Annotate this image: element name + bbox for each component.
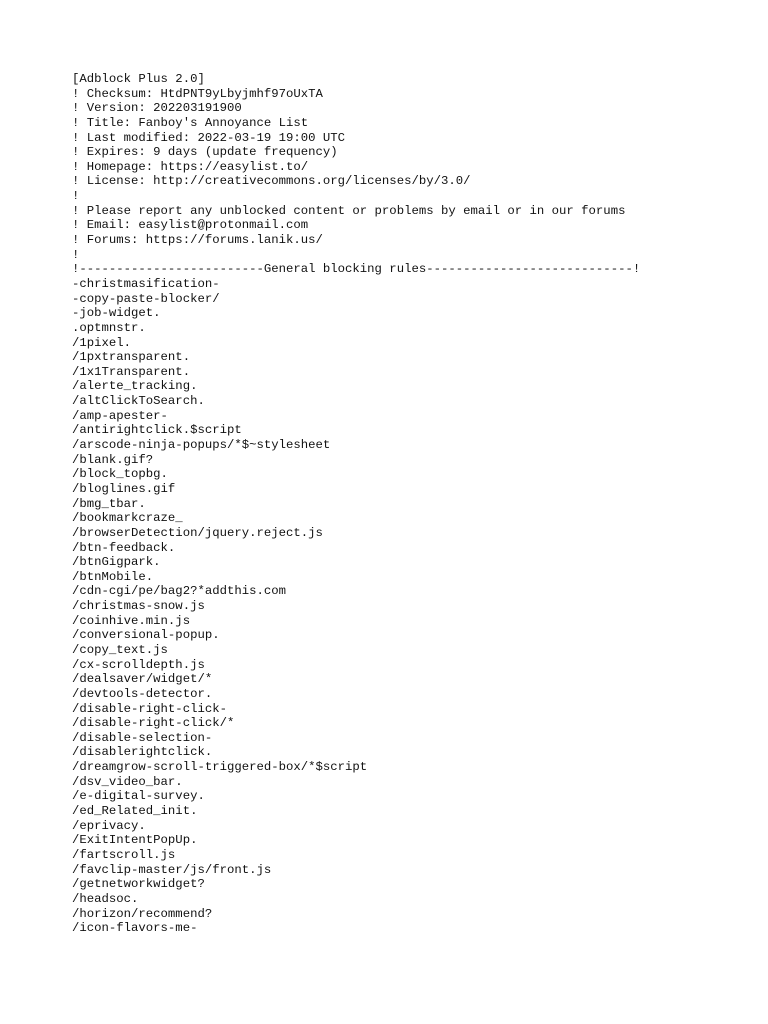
document-line: [Adblock Plus 2.0] xyxy=(72,72,205,86)
document-line: /getnetworkwidget? xyxy=(72,877,205,892)
document-line: /altClickToSearch. xyxy=(72,394,205,409)
document-line: ! License: http://creativecommons.org/licenses/by/3.0/ xyxy=(72,174,471,189)
document-line: /btn-feedback. xyxy=(72,540,176,555)
document-line: .optmnstr. xyxy=(72,320,146,335)
document-line: ! Title: Fanboy's Annoyance List xyxy=(72,115,309,130)
document-line: /bmg_tbar. xyxy=(72,496,146,511)
document-line: ! Email: easylist@protonmail.com xyxy=(72,218,309,233)
document-line: /eprivacy. xyxy=(72,818,146,833)
document-line: ! Forums: https://forums.lanik.us/ xyxy=(72,233,323,248)
document-line: /btnGigpark. xyxy=(72,555,161,570)
document-line: /btnMobile. xyxy=(72,569,154,584)
document-line: /christmas-snow.js xyxy=(72,599,205,614)
document-line: ! xyxy=(72,189,80,204)
document-line: /disable-selection- xyxy=(72,730,213,745)
document-line: /devtools-detector. xyxy=(72,686,213,701)
document-line: /e-digital-survey. xyxy=(72,789,205,804)
document-line: ! Version: 202203191900 xyxy=(72,101,242,116)
document-line: ! Last modified: 2022-03-19 19:00 UTC xyxy=(72,130,346,145)
document-line: -copy-paste-blocker/ xyxy=(72,291,220,306)
document-line: /ed_Related_init. xyxy=(72,804,198,819)
document-line: /disablerightclick. xyxy=(72,745,213,760)
document-line: /copy_text.js xyxy=(72,642,168,657)
document-line: ! Expires: 9 days (update frequency) xyxy=(72,145,338,160)
document-line: /disable-right-click/* xyxy=(72,716,235,731)
document-line: /horizon/recommend? xyxy=(72,906,213,921)
document-line: /disable-right-click- xyxy=(72,701,227,716)
document-line: ! Homepage: https://easylist.to/ xyxy=(72,159,309,174)
document-line: /cdn-cgi/pe/bag2?*addthis.com xyxy=(72,584,287,599)
document-line: -christmasification- xyxy=(72,276,220,291)
document-line: /1pxtransparent. xyxy=(72,350,191,365)
document-line: /favclip-master/js/front.js xyxy=(72,862,272,877)
document-line: /cx-scrolldepth.js xyxy=(72,657,205,672)
document-line: ! Please report any unblocked content or problems by email or in our forums xyxy=(72,203,626,218)
document-line: /conversional-popup. xyxy=(72,628,220,643)
document-line: /1x1Transparent. xyxy=(72,364,191,379)
document-line: /ExitIntentPopUp. xyxy=(72,833,198,848)
document-line: ! Checksum: HtdPNT9yLbyjmhf97oUxTA xyxy=(72,86,323,101)
document-line: /coinhive.min.js xyxy=(72,613,191,628)
document-line: /1pixel. xyxy=(72,335,132,350)
document-line: -job-widget. xyxy=(72,306,161,321)
document-line: /icon-flavors-me- xyxy=(72,921,198,936)
filter-list-document xyxy=(72,72,752,936)
document-line: /arscode-ninja-popups/*$~stylesheet xyxy=(72,438,331,453)
document-line: /bloglines.gif xyxy=(72,481,176,496)
document-line: /blank.gif? xyxy=(72,452,154,467)
document-line: /dsv_video_bar. xyxy=(72,774,183,789)
document-line: /antirightclick.$script xyxy=(72,423,242,438)
document-line: ! xyxy=(72,247,80,262)
document-line: /alerte_tracking. xyxy=(72,379,198,394)
document-line: /dreamgrow-scroll-triggered-box/*$script xyxy=(72,760,368,775)
document-line: /browserDetection/jquery.reject.js xyxy=(72,525,323,540)
document-line: /amp-apester- xyxy=(72,408,168,423)
document-line: !-------------------------General blocking rules----------------------------! xyxy=(72,262,641,277)
document-line: /block_topbg. xyxy=(72,467,168,482)
document-line: /bookmarkcraze_ xyxy=(72,511,183,526)
document-line: /fartscroll.js xyxy=(72,847,176,862)
document-line: /headsoc. xyxy=(72,891,139,906)
document-line: /dealsaver/widget/* xyxy=(72,672,213,687)
